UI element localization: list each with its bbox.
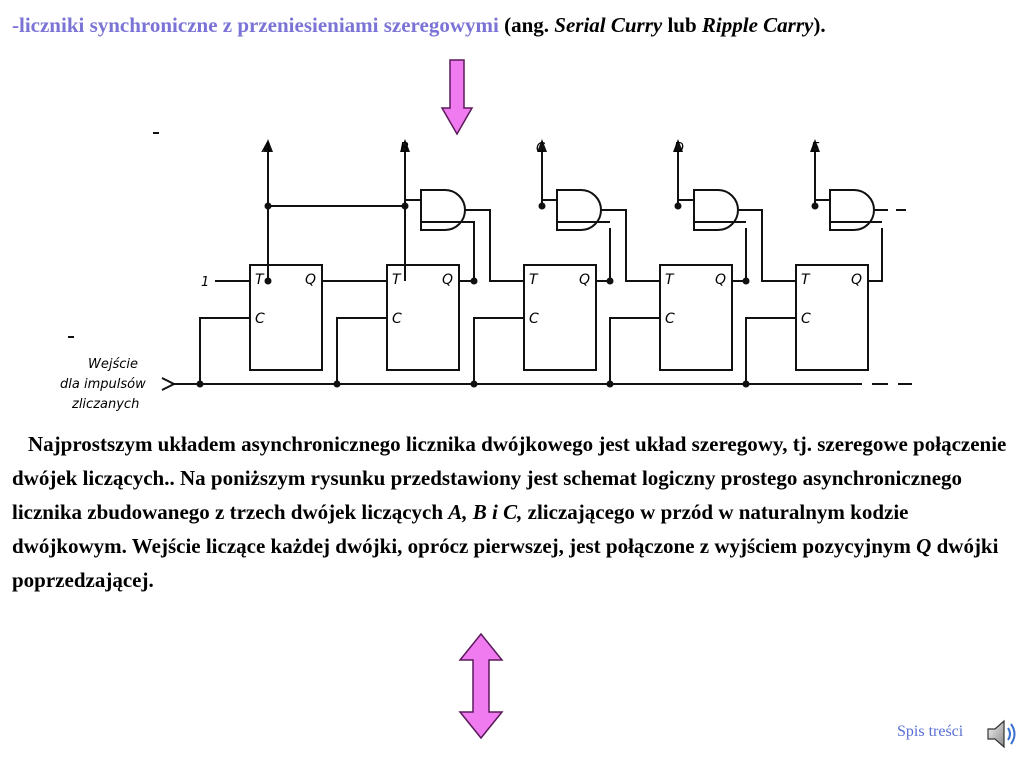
ff2-c: C bbox=[392, 311, 402, 327]
output-label-c: C bbox=[536, 141, 546, 156]
title-or: lub bbox=[662, 13, 702, 37]
ff4-c: C bbox=[665, 311, 675, 327]
double-arrow-icon bbox=[456, 632, 506, 740]
ff1-c: C bbox=[255, 311, 265, 327]
ff2-t: T bbox=[392, 272, 401, 288]
ff4-t: T bbox=[665, 272, 674, 288]
para-part-3: dwójki poprzedzającej. bbox=[12, 534, 999, 592]
slide-title bbox=[12, 10, 1012, 41]
input-one-label: 1 bbox=[201, 275, 210, 290]
ff2-q: Q bbox=[442, 272, 454, 288]
ff5-c: C bbox=[801, 311, 811, 327]
input-label-line1: Wejście bbox=[88, 357, 138, 372]
ff4-q: Q bbox=[715, 272, 727, 288]
title-term-ripple: Ripple Carry bbox=[701, 13, 814, 37]
ff5-t: T bbox=[801, 272, 810, 288]
ff3-c: C bbox=[529, 311, 539, 327]
input-label-line3: zliczanych bbox=[72, 397, 140, 412]
ff1-t: T bbox=[255, 272, 264, 288]
title-close: ). bbox=[813, 13, 826, 37]
table-of-contents-link[interactable]: Spis treści bbox=[897, 723, 964, 740]
output-label-a: A bbox=[262, 141, 271, 156]
title-lead: -liczniki synchroniczne z przeniesieniami szeregowymi bbox=[12, 13, 499, 37]
input-label-line2: dla impulsów bbox=[60, 377, 146, 392]
para-part-1: Najprostszym układem asynchronicznego licznika dwójkowego jest układ szeregowy, tj. szeregowe połączenie dwójek liczących.. Na poniższym rysunku przedstawiony jest schemat logiczny prostego asynchronicznego licznika zbudowanego z trzech dwójek liczących bbox=[12, 432, 1007, 524]
title-term-serial: Serial Curry bbox=[554, 13, 663, 37]
output-label-e: E bbox=[811, 141, 820, 156]
down-arrow-icon bbox=[440, 58, 474, 138]
description-paragraph bbox=[12, 427, 1017, 597]
ff3-t: T bbox=[529, 272, 538, 288]
ff5-q: Q bbox=[851, 272, 863, 288]
speaker-icon[interactable] bbox=[984, 716, 1020, 752]
ff3-q: Q bbox=[579, 272, 591, 288]
output-label-d: D bbox=[674, 141, 685, 156]
counter-circuit-diagram bbox=[50, 128, 920, 418]
output-label-b: B bbox=[400, 141, 409, 156]
title-open: (ang. bbox=[498, 13, 555, 37]
para-part-2: zliczającego w przód w naturalnym kodzie dwójkowym. Wejście liczące każdej dwójki, oprócz pierwszej, jest połączone z wyjściem pozycyjnym bbox=[12, 500, 917, 558]
para-vars: A, B i C, bbox=[448, 500, 523, 524]
para-q: Q bbox=[916, 534, 932, 558]
ff1-q: Q bbox=[305, 272, 317, 288]
